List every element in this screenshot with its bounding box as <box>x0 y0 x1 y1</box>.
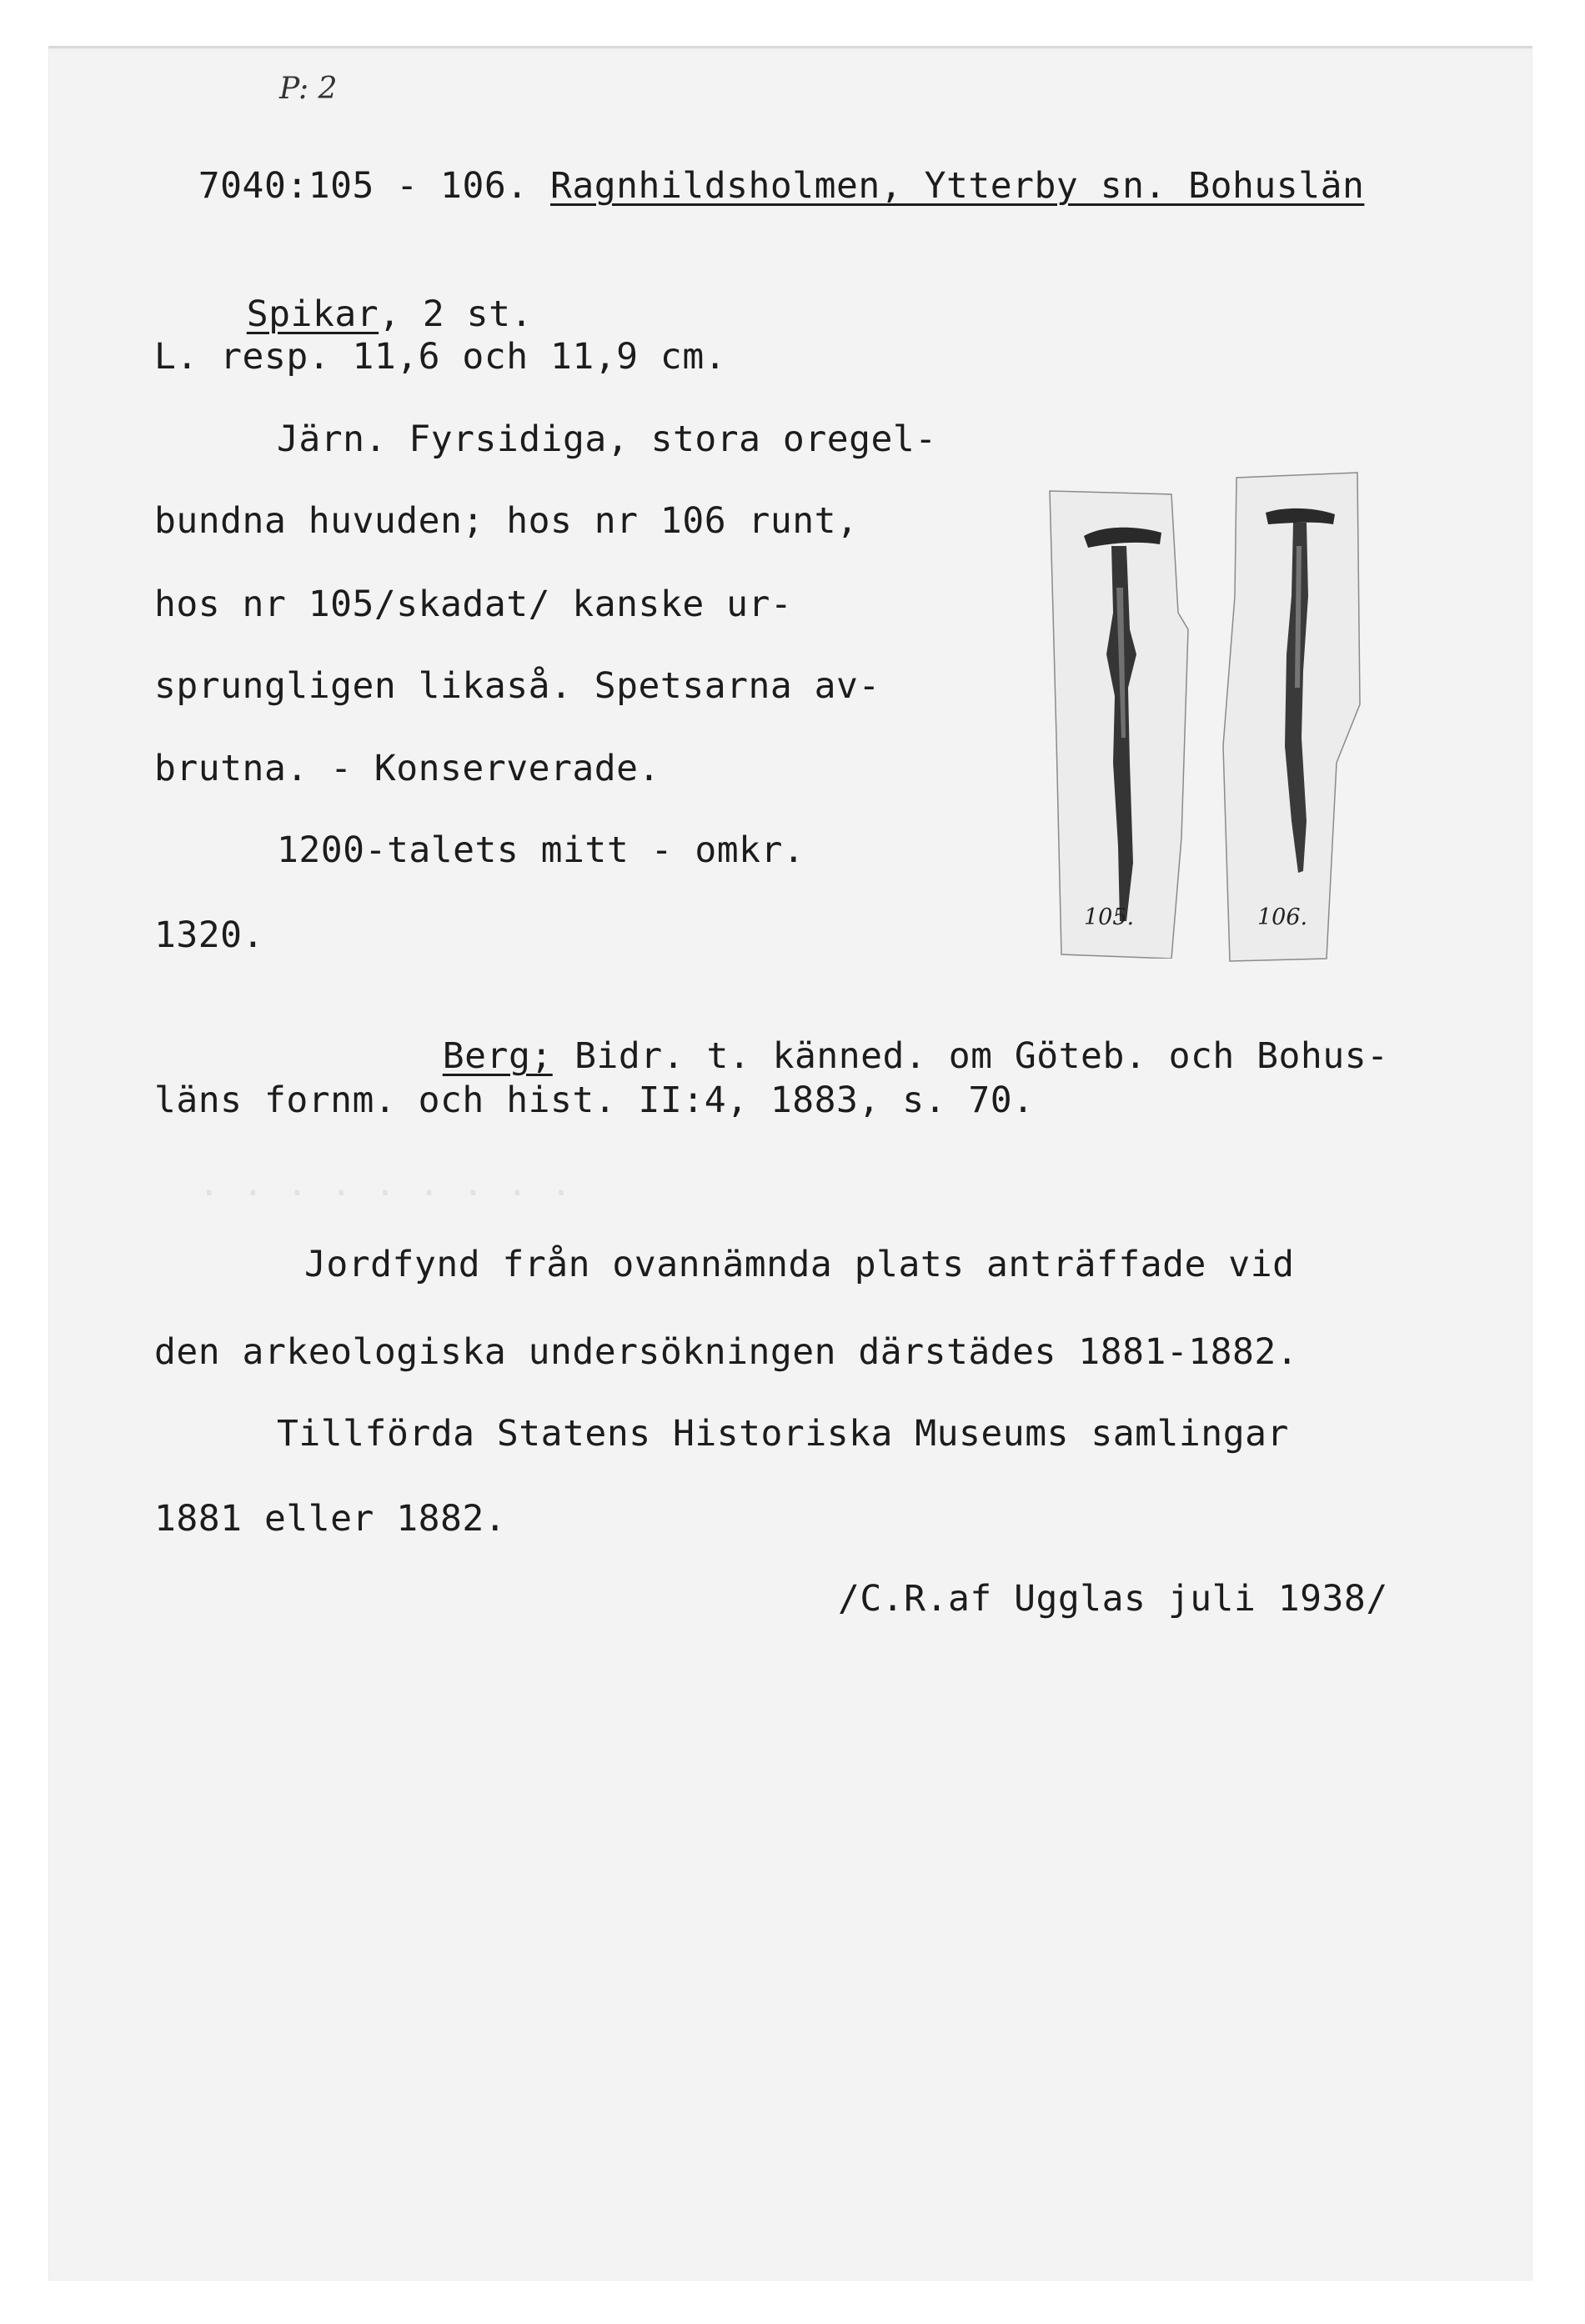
nail-106-image <box>1220 471 1363 963</box>
reference-line <box>399 994 1389 1077</box>
description-line: Järn. Fyrsidiga, stora oregel- <box>277 418 937 460</box>
object-count: , 2 st. <box>379 293 533 335</box>
erased-text: . . . . . . . . . <box>154 1163 573 1205</box>
find-text-line: Jordfynd från ovannämnda plats anträffade vid <box>304 1244 1295 1285</box>
reference-title: Bidr. t. känned. om Göteb. och Bohus- <box>552 1035 1389 1077</box>
dating-line: 1320. <box>154 914 264 956</box>
reference-author: Berg; <box>442 1035 553 1077</box>
nail-105-image <box>1046 488 1196 959</box>
dating-line: 1200-talets mitt - omkr. <box>277 829 805 871</box>
object-name: Spikar <box>246 293 379 335</box>
header-line <box>154 123 1364 207</box>
description-line: hos nr 105/skadat/ kanske ur- <box>154 584 793 625</box>
photo-nail-106 <box>1220 471 1363 963</box>
acquisition-line: Tillförda Statens Historiska Museums samlingar <box>277 1413 1289 1455</box>
object-line <box>203 252 533 335</box>
photo-label-105: 105. <box>1084 904 1135 930</box>
signature: /C.R.af Ugglas juli 1938/ <box>838 1578 1388 1620</box>
reference-line: läns fornm. och hist. II:4, 1883, s. 70. <box>154 1079 1035 1121</box>
find-place: Ragnhildsholmen, Ytterby sn. Bohuslän <box>550 165 1365 207</box>
catalog-number: 7040:105 - 106. <box>198 165 529 207</box>
photo-nail-105 <box>1046 488 1196 959</box>
acquisition-line: 1881 eller 1882. <box>154 1498 507 1540</box>
description-line: sprungligen likaså. Spetsarna av- <box>154 665 880 707</box>
measure-line: L. resp. 11,6 och 11,9 cm. <box>154 336 727 378</box>
page-mark: P: 2 <box>279 72 338 106</box>
find-text-line: den arkeologiska undersökningen därstädes 1881-1882. <box>154 1331 1299 1373</box>
photo-label-106: 106. <box>1257 904 1308 930</box>
description-line: bundna huvuden; hos nr 106 runt, <box>154 500 859 542</box>
description-line: brutna. - Konserverade. <box>154 748 660 789</box>
